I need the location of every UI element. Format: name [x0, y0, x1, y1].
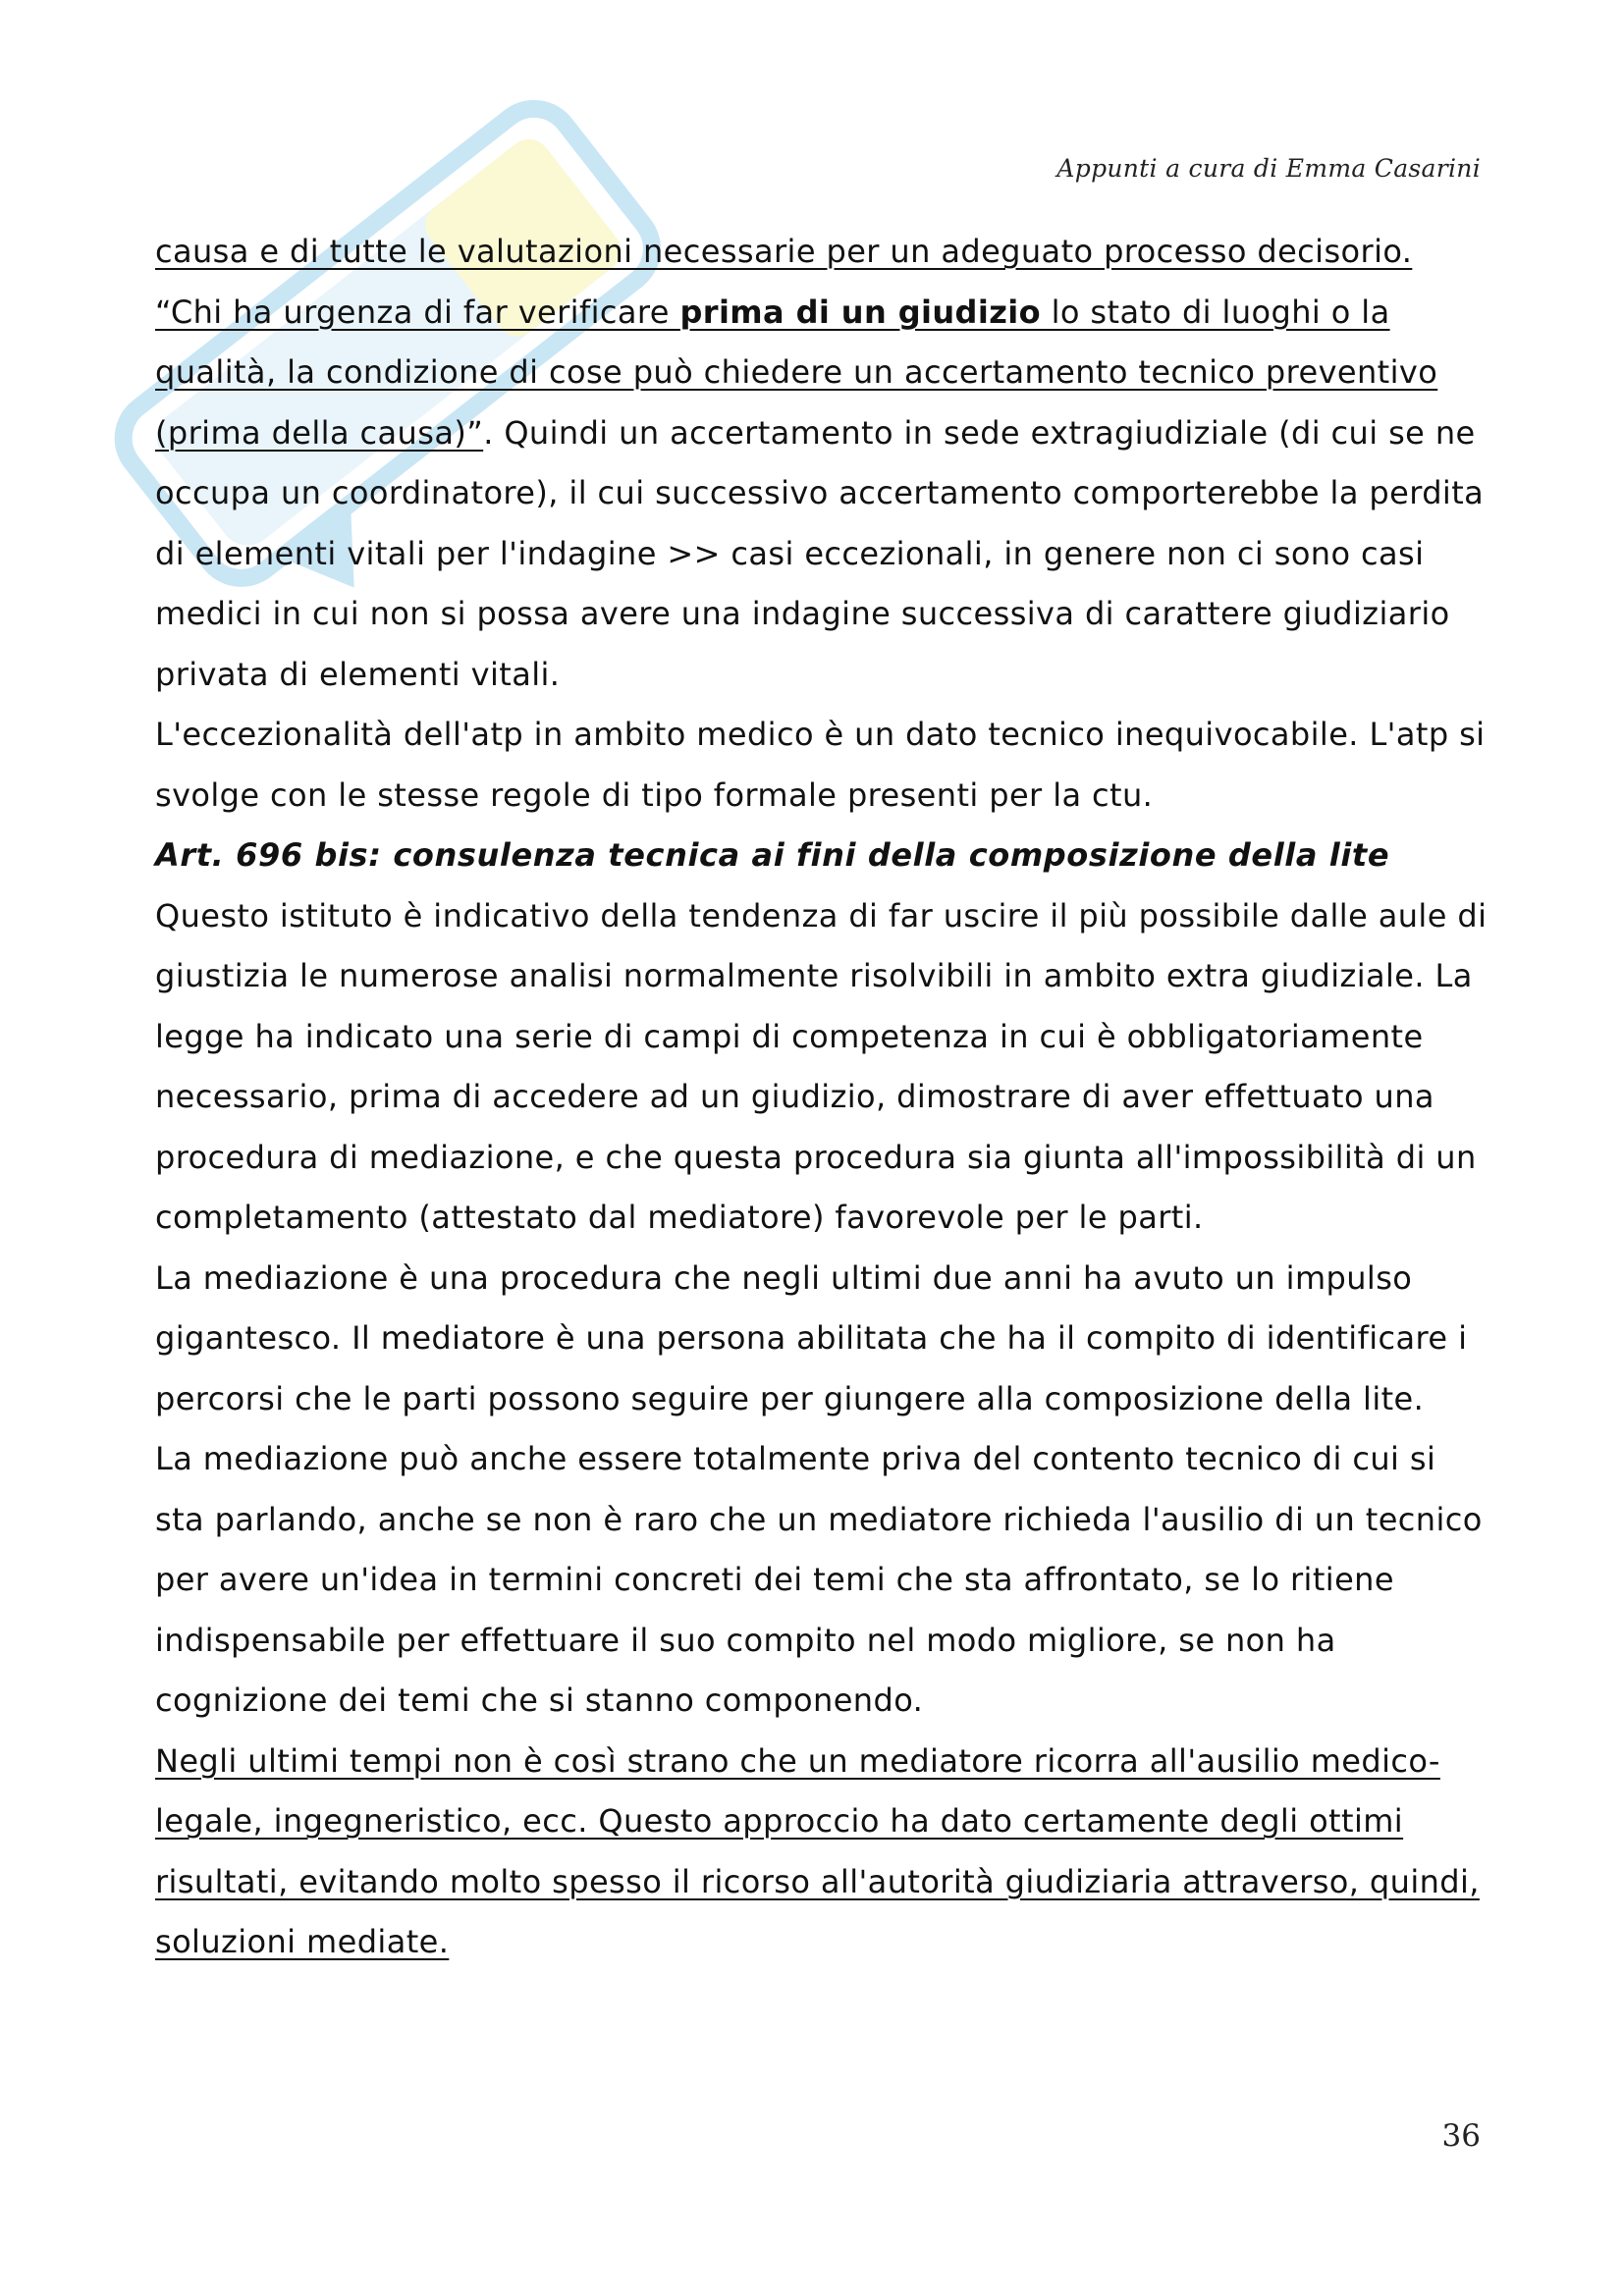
paragraph: [155, 1732, 1490, 1973]
paragraph: [155, 705, 1490, 826]
text-run: La mediazione è una procedura che negli ultimi due anni ha avuto un impulso gigantesco. Il mediatore è una persona abilitata che ha il compito di identificare i percorsi che le parti possono seguire per giungere alla composizione della lite.: [155, 1258, 1468, 1417]
text-run: Negli ultimi tempi non è così strano che un mediatore ricorra all'ausilio medico-legale, ingegneristico, ecc. Questo approccio ha dato certamente degli ottimi risultati, evitando molto spesso il ricorso all'autorità giudiziaria attraverso, quindi, soluzioni mediate.: [155, 1741, 1480, 1960]
text-run: prima di un giudizio: [679, 293, 1042, 331]
text-run: “Chi ha urgenza di far verificare: [155, 293, 680, 331]
text-run: lo stato di luoghi o la qualità, la condizione di cose può chiedere un accertamento tecnico preventivo (prima della causa)”: [155, 293, 1438, 452]
section-heading: [155, 826, 1490, 886]
page-number: 36: [1441, 2118, 1481, 2154]
text-run: . Quindi un accertamento in sede extragiudiziale (di cui se ne occupa un coordinatore), il cui successivo accertamento comporterebbe la perdita di elementi vitali per l'indagine >> casi eccezionali, in genere non ci sono casi medici in cui non si possa avere una indagine successiva di carattere giudiziario privata di elementi vitali.: [155, 413, 1485, 693]
document-body: [155, 222, 1490, 1973]
running-header: Appunti a cura di Emma Casarini: [1056, 154, 1481, 183]
paragraph: [155, 886, 1490, 1249]
text-run: causa e di tutte le valutazioni necessarie per un adeguato processo decisorio.: [155, 233, 1413, 270]
paragraph: [155, 222, 1490, 283]
text-run: La mediazione può anche essere totalmente priva del contento tecnico di cui si sta parlando, anche se non è raro che un mediatore richieda l'ausilio di un tecnico per avere un'idea in termini concreti dei temi che sta affrontato, se lo ritiene indispensabile per effettuare il suo compito nel modo migliore, se non ha cognizione dei temi che si stanno componendo.: [155, 1440, 1483, 1719]
paragraph: [155, 283, 1490, 706]
paragraph: [155, 1249, 1490, 1430]
text-run: L'eccezionalità dell'atp in ambito medico è un dato tecnico inequivocabile. L'atp si svolge con le stesse regole di tipo formale presenti per la ctu.: [155, 716, 1486, 814]
text-run: Questo istituto è indicativo della tendenza di far uscire il più possibile dalle aule di giustizia le numerose analisi normalmente risolvibili in ambito extra giudiziale. La legge ha indicato una serie di campi di competenza in cui è obbligatoriamente necessario, prima di accedere ad un giudizio, dimostrare di aver effettuato una procedura di mediazione, e che questa procedura sia giunta all'impossibilità di un completamento (attestato dal mediatore) favorevole per le parti.: [155, 896, 1488, 1236]
paragraph: [155, 1429, 1490, 1732]
text-run: Art. 696 bis: consulenza tecnica ai fini della composizione della lite: [155, 836, 1390, 874]
